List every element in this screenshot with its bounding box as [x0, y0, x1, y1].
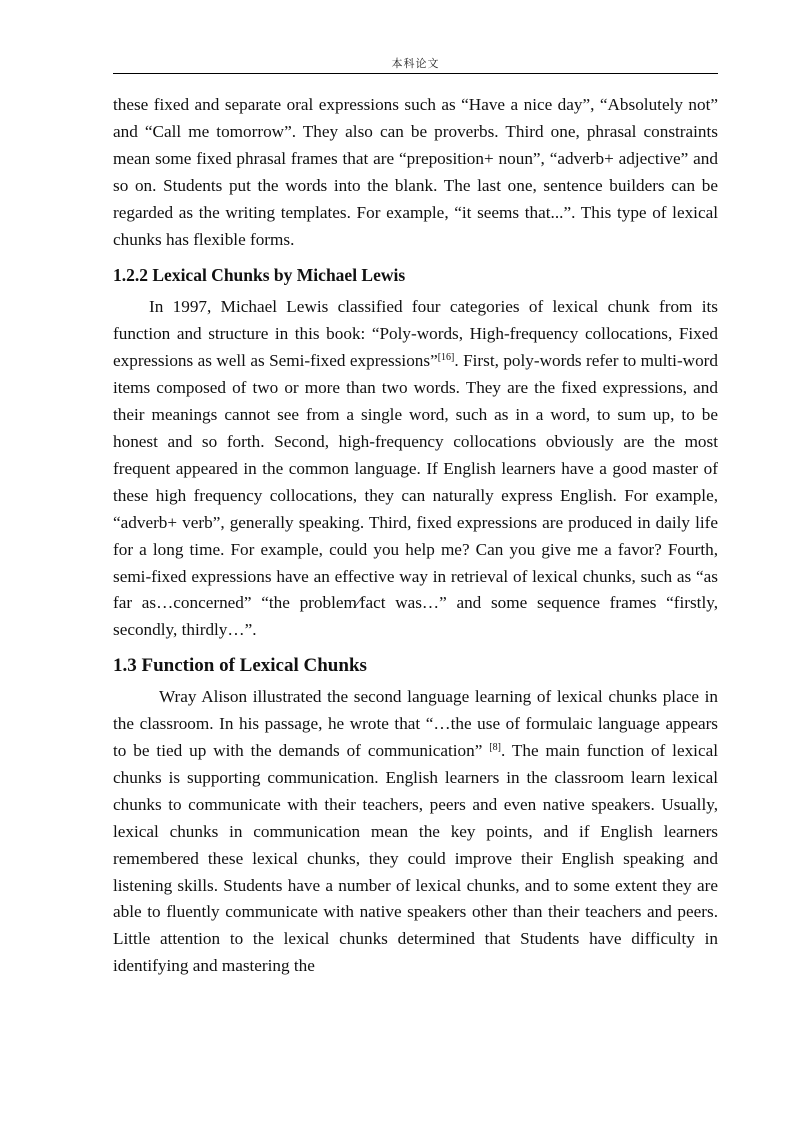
- paragraph-text: . First, poly-words refer to multi-word items composed of two or more than two words. They are the fixed expressions, and their meanings cannot see from a single word, such as in a word, to sum up, to be honest and so forth. Second, high-frequency collocations obviously are the most frequent appeared in the common language. If English learners have a good master of these high frequency collocations, they can naturally express English. For example, “adverb+ verb”, generally speaking. Third, fixed expressions are produced in daily life for a long time. For example, could you help me? Can you give me a favor? Fourth, semi-fixed expressions have an effective way in retrieval of lexical chunks, such as “as far as…concerned” “the problem∕fact was…” and some sequence frames “firstly, secondly, thirdly…”.: [113, 351, 718, 640]
- citation-marker: [16]: [437, 352, 455, 364]
- section-heading-1-3: 1.3 Function of Lexical Chunks: [113, 655, 367, 677]
- header-rule: [113, 73, 718, 74]
- paragraph-continued: these fixed and separate oral expressions such as “Have a nice day”, “Absolutely not” and “Call me tomorrow”. They also can be proverbs. Third one, phrasal constraints mean some fixed phrasal frames that are “preposition+ noun”, “adverb+ adjective” and so on. Students put the words into the blank. The last one, sentence builders can be regarded as the writing templates. For example, “it seems that...”. This type of lexical chunks has flexible forms.: [113, 95, 718, 249]
- paragraph-function: [113, 684, 718, 980]
- page-content: [113, 92, 718, 980]
- paragraph-text: Wray Alison illustrated the second language learning of lexical chunks place in the classroom. In his passage, he wrote that “…the use of formulaic language appears to be tied up with the demands of communication”: [113, 687, 718, 761]
- paragraph-text: . The main function of lexical chunks is supporting communication. English learners in the classroom learn lexical chunks to communicate with their teachers, peers and even native speakers. Usually, lexical chunks in communication mean the key points, and if English learners remembered these lexical chunks, they could improve their English speaking and listening skills. Students have a number of lexical chunks, and to some extent they are able to fluently communicate with native speakers other than their teachers and peers. Little attention to the lexical chunks determined that Students have difficulty in identifying and mastering the: [113, 741, 718, 976]
- paragraph-lewis: [113, 294, 718, 644]
- running-header: 本科论文: [391, 57, 440, 70]
- paragraph-text: In 1997, Michael Lewis classified four categories of lexical chunk from its function and structure in this book: “Poly-words, High-frequency collocations, Fixed expressions as well as Semi-fixed expressions”: [113, 297, 718, 371]
- subsection-heading-1-2-2: 1.2.2 Lexical Chunks by Michael Lewis: [113, 265, 406, 286]
- citation-marker: [8]: [489, 742, 501, 754]
